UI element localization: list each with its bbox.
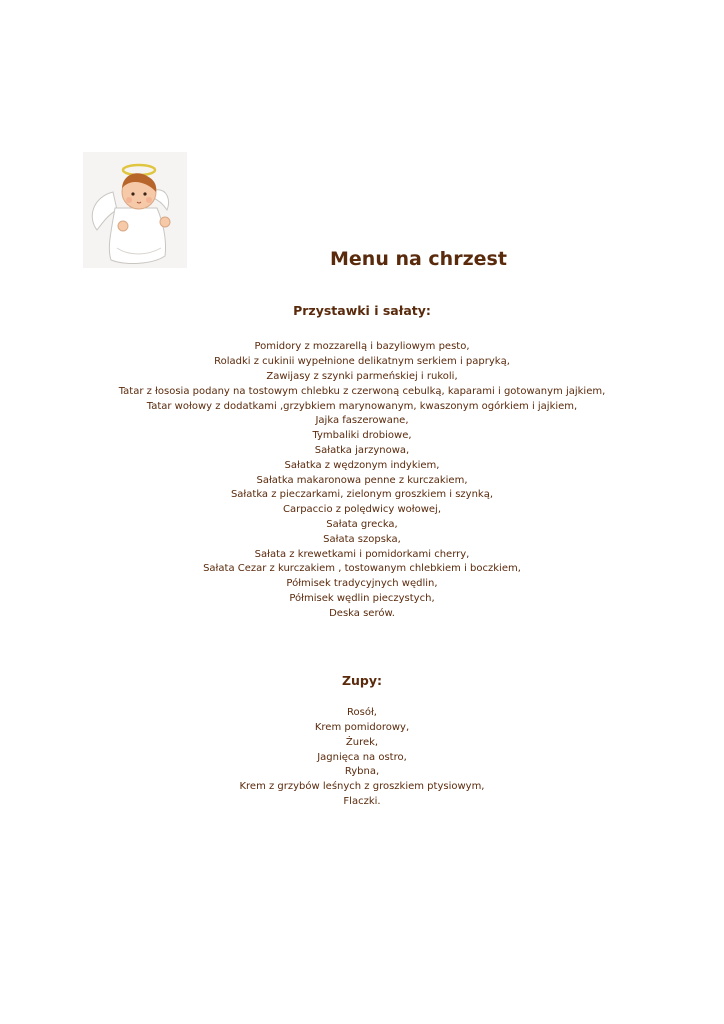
menu-item: Sałatka z wędzonym indykiem, xyxy=(284,460,440,471)
menu-item: Zawijasy z szynki parmeńskiej i rukoli, xyxy=(266,371,458,382)
menu-item: Półmisek wędlin pieczystych, xyxy=(289,593,435,604)
section-heading-appetizers: Przystawki i sałaty: xyxy=(293,303,431,318)
menu-item: Sałata szopska, xyxy=(323,534,401,545)
menu-item: Sałatka z pieczarkami, zielonym groszkiem i szynką, xyxy=(230,489,494,500)
menu-item: Tymbaliki drobiowe, xyxy=(312,430,412,441)
menu-item: Pomidory z mozzarellą i bazyliowym pesto, xyxy=(254,341,470,352)
menu-item: Tatar z łososia podany na tostowym chlebku z czerwoną cebulką, kaparami i gotowanym jajkiem, xyxy=(118,386,606,397)
menu-item: Sałata Cezar z kurczakiem , tostowanym chlebkiem i boczkiem, xyxy=(203,563,521,574)
menu-item: Sałatka jarzynowa, xyxy=(314,445,410,456)
menu-item: Flaczki. xyxy=(343,796,381,807)
menu-item: Jagnięca na ostro, xyxy=(317,752,407,763)
menu-item: Roladki z cukinii wypełnione delikatnym serkiem i papryką, xyxy=(214,356,510,367)
menu-item: Półmisek tradycyjnych wędlin, xyxy=(286,578,438,589)
menu-item: Sałata grecka, xyxy=(326,519,398,530)
page-title: Menu na chrzest xyxy=(330,248,507,270)
menu-item: Rosół, xyxy=(347,707,377,718)
menu-item: Tatar wołowy z dodatkami ,grzybkiem marynowanym, kwaszonym ogórkiem i jajkiem, xyxy=(146,401,578,412)
menu-item: Sałatka makaronowa penne z kurczakiem, xyxy=(256,475,468,486)
menu-item: Żurek, xyxy=(345,737,379,748)
menu-item: Sałata z krewetkami i pomidorkami cherry, xyxy=(254,549,470,560)
angel-illustration-icon xyxy=(83,152,187,268)
menu-item: Jajka faszerowane, xyxy=(315,415,409,426)
section-heading-soups: Zupy: xyxy=(341,673,383,688)
menu-item: Krem z grzybów leśnych z groszkiem ptysiowym, xyxy=(239,781,485,792)
menu-item: Krem pomidorowy, xyxy=(314,722,410,733)
menu-item: Deska serów. xyxy=(329,608,395,619)
menu-item: Carpaccio z polędwicy wołowej, xyxy=(282,504,442,515)
menu-item: Rybna, xyxy=(344,766,380,777)
